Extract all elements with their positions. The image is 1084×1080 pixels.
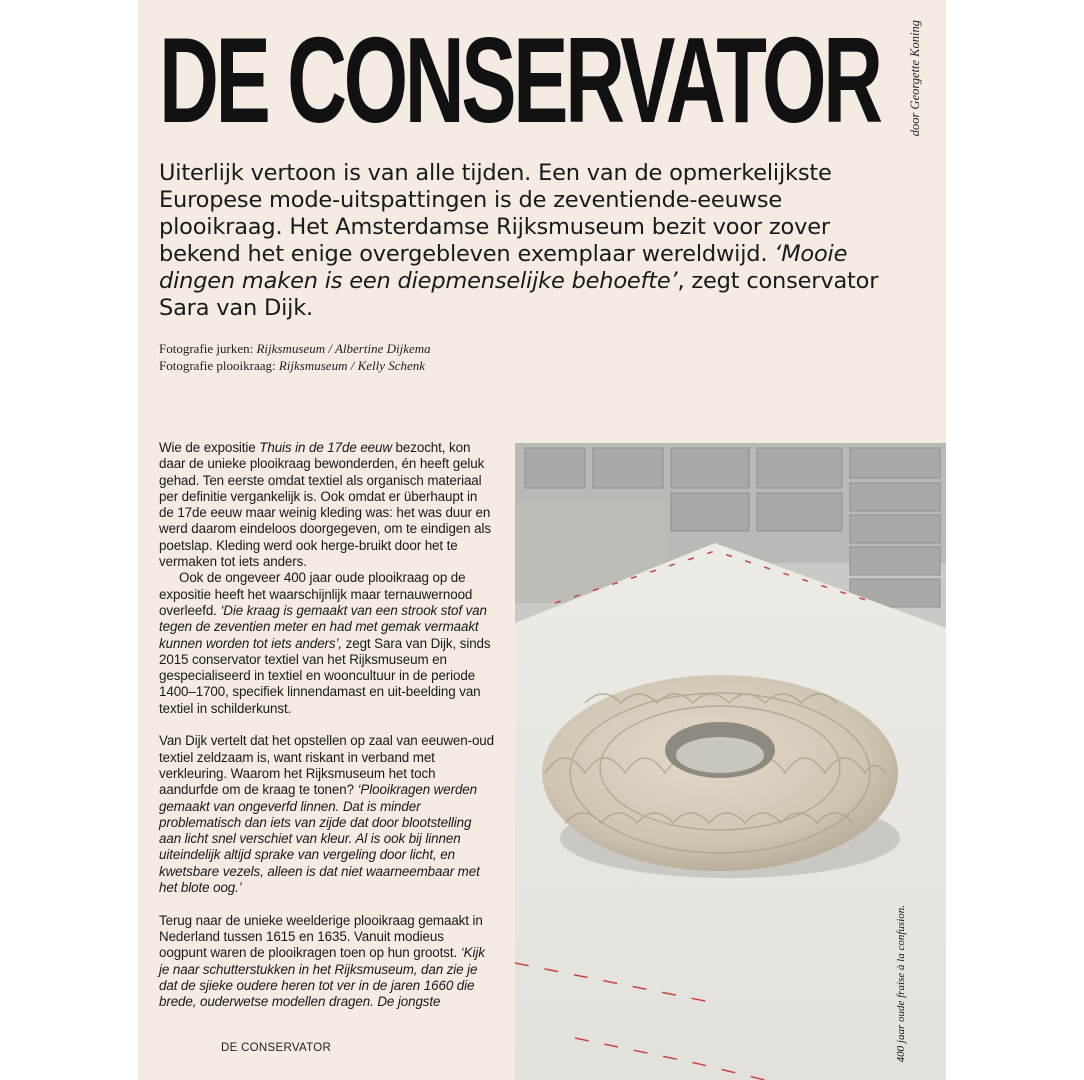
photo-caption: 400 jaar oude fraise à la confusion.: [895, 905, 907, 1063]
credit-value: Rijksmuseum / Kelly Schenk: [278, 358, 426, 373]
lead-after: , zegt conservator Sara van Dijk.: [159, 268, 879, 321]
lead-quote: ‘Mooie dingen maken is een diepmenselijke behoefte’: [159, 241, 848, 294]
exhibition-title: Thuis in de 17de eeuw: [259, 440, 392, 455]
text-run: Wie de expositie: [159, 440, 260, 455]
credit-line-dresses: [159, 340, 431, 357]
credit-value: Rijksmuseum / Albertine Dijkema: [256, 341, 431, 356]
photo-credits: [159, 340, 431, 374]
credit-label: Fotografie plooikraag:: [159, 358, 279, 373]
text-run: Terug naar de unieke weelderige plooikraag gemaakt in Nederland tussen 1615 en 1635. Vanuit modieus oogpunt waren de plooikragen toen op hun grootst.: [159, 912, 483, 961]
quote-run: ‘Plooikragen werden gemaakt van ongeverfd linnen. Dat is minder problematisch dan iets van zijde dat door blootstelling aan licht snel verschiet van kleur. Al is ook bij linnen uiteindelijk altijd sprake van vergeling door licht, en kwetsbare vezels, alleen is dat niet waarneembaar met het blote oog.’: [159, 782, 480, 896]
lead-text: Uiterlijk vertoon is van alle tijden. Een van de opmerkelijkste Europese mode-uitspattingen is de zeventiende-eeuwse plooikraag. Het Amsterdamse Rijksmuseum bezit voor zover bekend het enige overgebleven exemplaar wereldwijd.: [159, 160, 832, 267]
credit-line-collar: [159, 357, 431, 374]
body-paragraph: [159, 733, 495, 896]
lead-paragraph: [159, 160, 889, 322]
quote-run: ‘Kijk je naar schutterstukken in het Rijksmuseum, dan zie je dat de sjieke oudere heren tot ver in de jaren 1660 die brede, ouderwetse modellen dragen. De jongste: [159, 945, 485, 1010]
body-paragraph: [159, 913, 495, 1011]
article-body: [159, 440, 495, 1010]
text-run: zegt Sara van Dijk, sinds 2015 conservator textiel van het Rijksmuseum en gespecialiseerd in textiel en wooncultuur in de periode 1400–1700, specifiek linnendamast en uit-beelding van textiel in schilderkunst.: [159, 635, 491, 716]
magazine-page: [138, 0, 946, 1080]
collar-illustration: [515, 443, 946, 1080]
text-run: Ook de ongeveer 400 jaar oude plooikraag op de expositie heeft het waarschijnlijk maar ternauwernood overleefd.: [159, 570, 473, 618]
collar-photo: [515, 443, 946, 1080]
author-byline: door Georgette Koning: [908, 20, 922, 137]
text-run: bezocht, kon daar de unieke plooikraag bewonderden, én heeft geluk gehad. Ten eerste omdat textiel als organisch materiaal per definitie vergankelijk is. Ook omdat er überhaupt in de 17de eeuw maar weinig kleding was: het was duur en werd daarom eindeloos doorgegeven, om te eindigen als poetslap. Kleding werd ook herge-bruikt door het te vermaken tot iets anders.: [159, 440, 491, 570]
body-paragraph: [159, 440, 495, 570]
text-run: Van Dijk vertelt dat het opstellen op zaal van eeuwen-oud textiel zeldzaam is, want riskant in verband met verkleuring. Waarom het Rijksmuseum het toch aandurfde om de kraag te tonen?: [159, 733, 494, 798]
credit-label: Fotografie jurken:: [159, 341, 257, 356]
page-title: DE CONSERVATOR: [159, 12, 880, 148]
quote-run: ‘Die kraag is gemaakt van een strook stof van tegen de zeventien meter en had met gemak vermaakt kunnen worden tot iets anders’,: [159, 602, 487, 651]
running-footer: DE CONSERVATOR: [221, 1042, 332, 1054]
body-paragraph: [159, 570, 495, 717]
